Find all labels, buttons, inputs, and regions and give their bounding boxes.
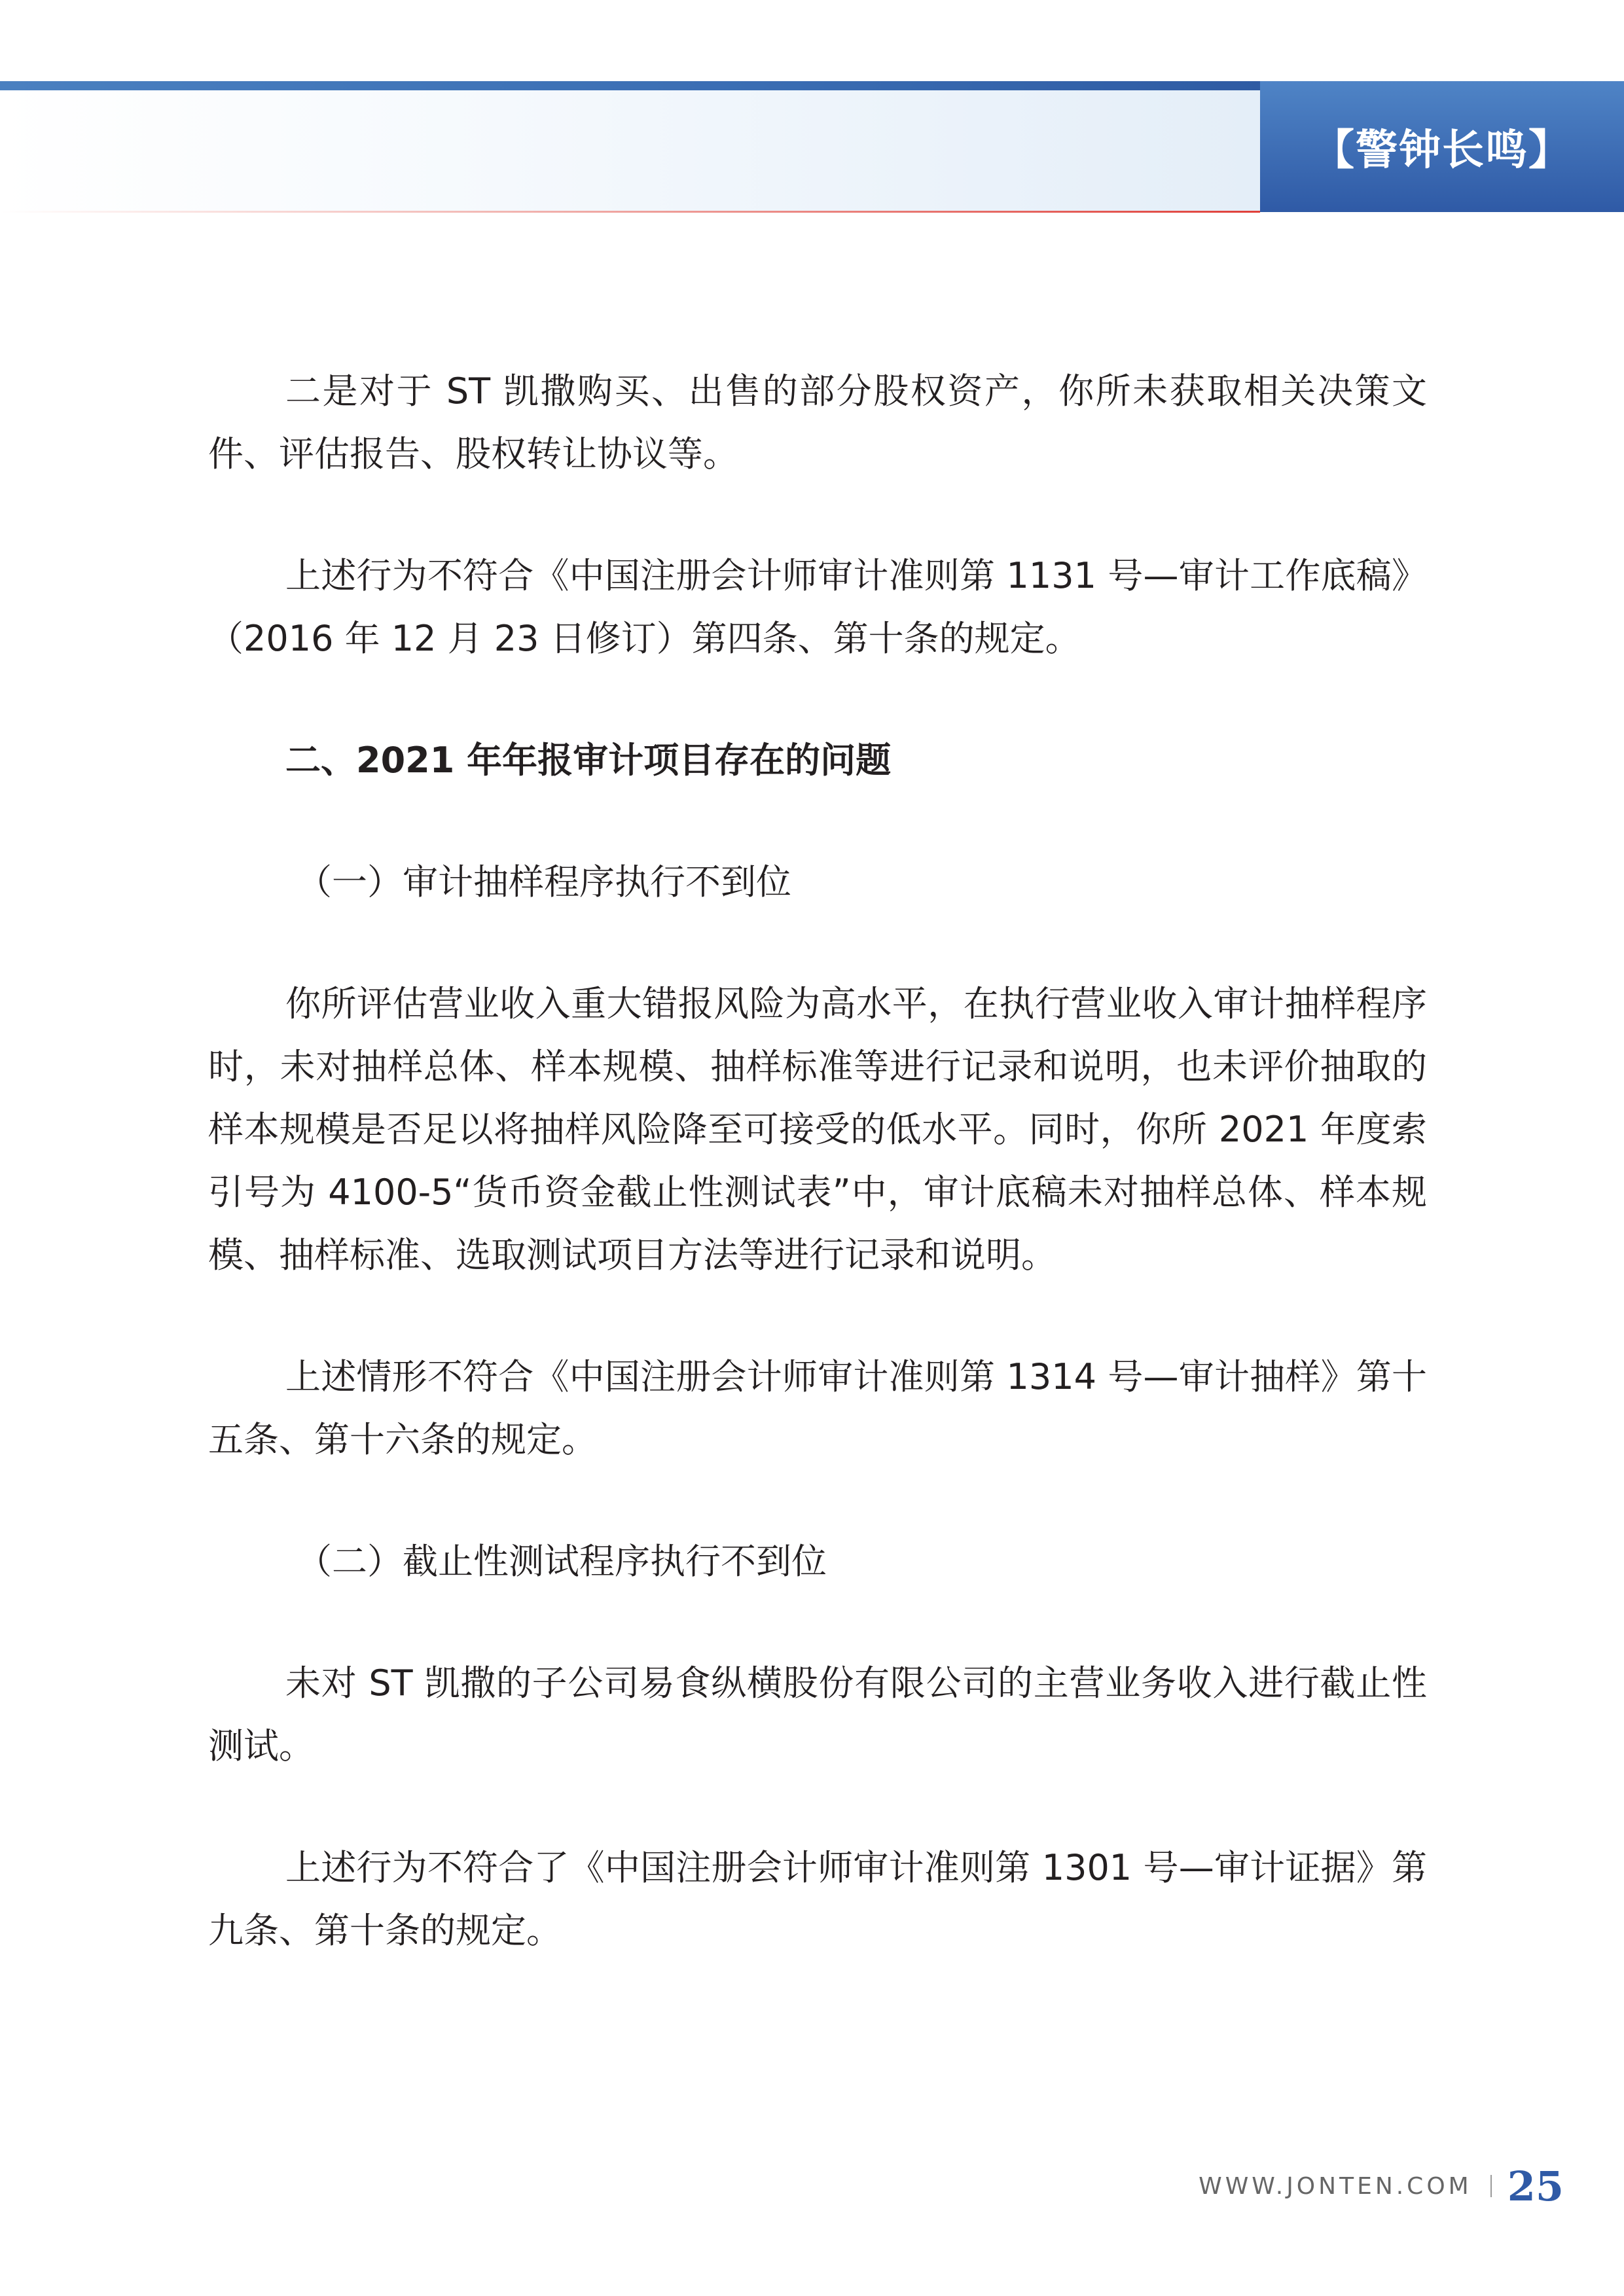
header-top-rule	[0, 81, 1260, 90]
paragraph-cutoff-issue: 未对 ST 凯撒的子公司易食纵横股份有限公司的主营业务收入进行截止性测试。	[208, 1662, 1427, 1767]
page-footer	[1199, 2163, 1564, 2209]
paragraph-rule-1131: 上述行为不符合《中国注册会计师审计准则第 1131 号—审计工作底稿》（2016 年 12 月 23 日修订）第四条、第十条的规定。	[208, 555, 1427, 659]
footer-divider	[1490, 2175, 1492, 2197]
subheading-sampling: （一）审计抽样程序执行不到位	[297, 861, 791, 903]
footer-url: WWW.JONTEN.COM	[1199, 2172, 1472, 2200]
paragraph-rule-1314: 上述情形不符合《中国注册会计师审计准则第 1314 号—审计抽样》第十五条、第十六条的规定。	[208, 1356, 1427, 1460]
section-tag-label: 【警钟长鸣】	[1312, 126, 1572, 175]
header-bottom-rule	[0, 211, 1260, 213]
article-body	[208, 360, 1427, 1962]
subheading-cutoff: （二）截止性测试程序执行不到位	[297, 1541, 827, 1582]
page-number: 25	[1507, 2162, 1564, 2210]
section-tag	[1260, 81, 1624, 212]
paragraph-rule-1301: 上述行为不符合了《中国注册会计师审计准则第 1301 号—审计证据》第九条、第十条的规定。	[208, 1847, 1427, 1951]
header-band	[0, 81, 1260, 212]
paragraph-sampling-issue: 你所评估营业收入重大错报风险为高水平，在执行营业收入审计抽样程序时，未对抽样总体、样本规模、抽样标准等进行记录和说明，也未评价抽取的样本规模是否足以将抽样风险降至可接受的低水平。同时，你所 2021 年度索引号为 4100-5“货币资金截止性测试表”中，审计底稿未对抽样总体、样本规模、抽样标准、选取测试项目方法等进行记录和说明。	[208, 983, 1427, 1276]
section-heading-2021: 二、2021 年年报审计项目存在的问题	[285, 740, 892, 781]
paragraph-share-assets: 二是对于 ST 凯撒购买、出售的部分股权资产，你所未获取相关决策文件、评估报告、股权转让协议等。	[208, 370, 1427, 475]
